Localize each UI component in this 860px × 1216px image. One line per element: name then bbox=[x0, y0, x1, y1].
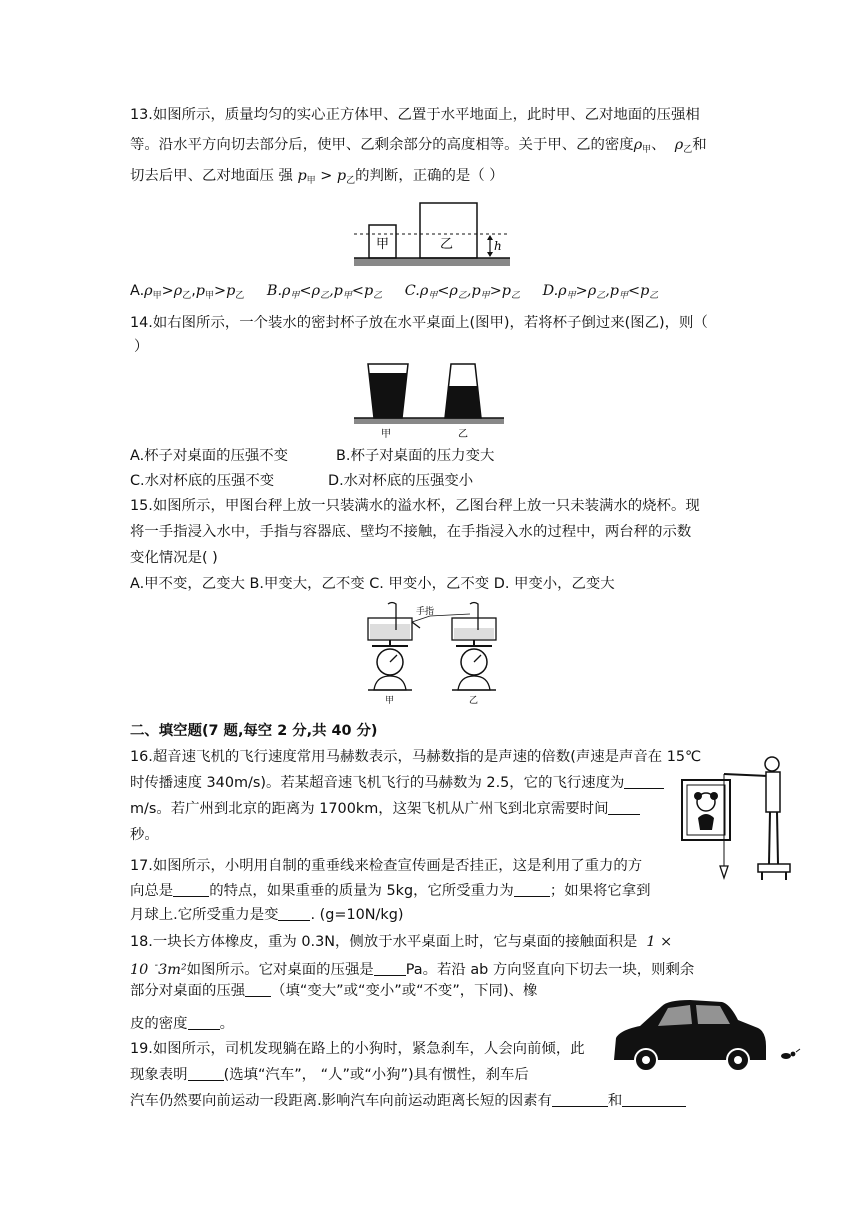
q18-line-3-tail: （填“变大”或“变小”或“不变”，下同)、橡 bbox=[271, 983, 538, 999]
lt-sign: < bbox=[628, 283, 641, 299]
q14-options-row-1 bbox=[130, 447, 494, 465]
q17-figure bbox=[676, 756, 798, 888]
water-upright bbox=[369, 373, 407, 418]
gt-sign: > bbox=[320, 168, 333, 184]
fig-label-finger: 手指 bbox=[416, 607, 435, 617]
q17-blank-direction[interactable] bbox=[173, 882, 209, 897]
q17-blank-gravity[interactable] bbox=[514, 882, 550, 897]
q14-options-row-2 bbox=[130, 472, 473, 490]
p-symbol: p bbox=[609, 283, 619, 299]
q19-blank-inertia[interactable] bbox=[188, 1066, 224, 1081]
p-symbol: p bbox=[226, 283, 236, 299]
water-inverted bbox=[445, 386, 481, 418]
ground-hatch bbox=[354, 258, 510, 266]
q18-blank-density[interactable] bbox=[188, 1015, 220, 1030]
p-symbol: p bbox=[640, 283, 650, 299]
q17-line-2-tail: ；如果将它拿到 bbox=[549, 883, 651, 899]
q18-line-4-text: 皮的密度 bbox=[130, 1016, 188, 1032]
q17-line-2-mid: 的特点，如果重垂的质量为 5kg，它所受重力为 bbox=[209, 883, 514, 899]
comma: , bbox=[466, 283, 472, 299]
q18-line-2: 10 -3m²如图所示。它对桌面的压强是 Pa。若沿 ab 方向竖直向下切去一块，则剩余 bbox=[130, 960, 695, 978]
q15-options[interactable]: A.甲不变，乙变大 B.甲变大，乙不变 C. 甲变小，乙不变 D. 甲变小，乙变大 bbox=[130, 576, 615, 592]
q18-line-3 bbox=[130, 982, 537, 1000]
q17-blank-moon[interactable] bbox=[278, 906, 310, 921]
subscript-jia: 甲 bbox=[619, 291, 629, 301]
fig-label-yi: 乙 bbox=[458, 429, 468, 440]
subscript-yi: 乙 bbox=[683, 145, 693, 155]
q13-line-3-text: 切去后甲、乙对地面压 强 bbox=[130, 168, 293, 184]
q18-blank-pressure[interactable] bbox=[374, 961, 406, 976]
q14-line-2: ） bbox=[134, 339, 149, 355]
lt-sign: < bbox=[437, 283, 450, 299]
subscript-yi: 乙 bbox=[346, 176, 356, 186]
q13-line-1: 13.如图所示，质量均匀的实心正方体甲、乙置于水平地面上，此时甲、乙对地面的压强相 bbox=[130, 107, 700, 123]
p-symbol: p bbox=[471, 283, 481, 299]
q19-blank-factor-2[interactable] bbox=[622, 1092, 686, 1107]
p-symbol: p bbox=[336, 168, 347, 184]
gt-sign: > bbox=[214, 283, 227, 299]
q16-line-2 bbox=[130, 774, 664, 792]
q13-conj: 和 bbox=[692, 137, 707, 153]
q19-line-2-text: 现象表明 bbox=[130, 1067, 188, 1083]
q16-line-1: 16.超音速飞机的飞行速度常用马赫数表示，马赫数指的是声速的倍数(声速是声音在 15℃ bbox=[130, 749, 702, 765]
subscript-jia: 甲 bbox=[152, 291, 162, 301]
subscript-jia: 甲 bbox=[306, 176, 316, 186]
lt-sign: < bbox=[351, 283, 364, 299]
q17-line-1: 17.如图所示，小明用自制的重垂线来检查宣传画是否挂正，这是利用了重力的方 bbox=[130, 858, 643, 874]
q13-line-2-text: 等。沿水平方向切去部分后，使甲、乙剩余部分的高度相等。关于甲、乙的密度 bbox=[130, 137, 634, 153]
q18-line-2-text: 如图所示。它对桌面的压强是 bbox=[186, 962, 374, 978]
q18-line-1-text: 18.一块长方体橡皮，重为 0.3N，侧放于水平桌面上时，它与桌面的接触面积是 bbox=[130, 934, 638, 950]
scale-yi bbox=[452, 603, 496, 705]
boy-arm bbox=[724, 774, 768, 776]
subscript-jia: 甲 bbox=[642, 145, 652, 155]
q14-option-b[interactable]: B.杯子对桌面的压力变大 bbox=[336, 448, 495, 464]
subscript-yi: 乙 bbox=[596, 291, 606, 301]
gt-sign: > bbox=[575, 283, 588, 299]
q19-line-2 bbox=[130, 1066, 529, 1084]
q14-line-1: 14.如右图所示，一个装水的密封杯子放在水平桌面上(图甲)，若将杯子倒过来(图乙)，则（ bbox=[130, 315, 708, 331]
q17-line-3-tail: . (g=10N/kg) bbox=[310, 907, 404, 923]
q15-figure bbox=[352, 600, 512, 704]
q18-line-1 bbox=[130, 933, 672, 951]
q13-line-2 bbox=[130, 136, 707, 159]
subscript-jia: 甲 bbox=[428, 291, 438, 301]
q13-enum-mark: 、 bbox=[651, 137, 666, 153]
q13-option-a[interactable] bbox=[130, 282, 244, 305]
q16-line-2-text: 时传播速度 340m/s)。若某超音速飞机飞行的马赫数为 2.5，它的飞行速度为 bbox=[130, 775, 625, 791]
q16-line-3 bbox=[130, 800, 640, 818]
q16-line-3-text: m/s。若广州到北京的距离为 1700km，这架飞机从广州飞到北京需要时间 bbox=[130, 801, 609, 817]
q18-line-4-tail: 。 bbox=[219, 1016, 234, 1032]
q15-line-1: 15.如图所示，甲图台秤上放一只装满水的溢水杯，乙图台秤上放一只未装满水的烧杯。现 bbox=[130, 498, 700, 514]
option-letter: D. bbox=[542, 283, 559, 299]
q13-figure bbox=[352, 198, 512, 270]
rho-symbol: ρ bbox=[419, 283, 429, 299]
gt-sign: > bbox=[489, 283, 502, 299]
q18-blank-remaining-pressure[interactable] bbox=[245, 982, 271, 997]
q19-blank-factor-1[interactable] bbox=[552, 1092, 608, 1107]
fig-label-jia: 甲 bbox=[376, 237, 390, 252]
fig-label-jia: 甲 bbox=[385, 696, 395, 704]
q16-blank-speed[interactable] bbox=[624, 774, 664, 789]
dog-icon bbox=[781, 1049, 800, 1059]
subscript-jia: 甲 bbox=[290, 291, 300, 301]
rho-symbol: ρ bbox=[633, 137, 643, 153]
q16-line-4: 秒。 bbox=[130, 827, 159, 843]
q17-line-3-text: 月球上.它所受重力是变 bbox=[130, 907, 279, 923]
subscript-jia: 甲 bbox=[566, 291, 576, 301]
q18-line-4 bbox=[130, 1015, 234, 1033]
subscript-yi: 乙 bbox=[235, 291, 245, 301]
q18-area-exponent: 3 bbox=[158, 962, 168, 978]
p-symbol: p bbox=[333, 283, 343, 299]
q13-line-3-tail: 的判断，正确的是（ ） bbox=[355, 168, 504, 184]
q18-area-base: 10 bbox=[130, 962, 149, 978]
fig-label-yi: 乙 bbox=[469, 696, 479, 704]
q19-figure bbox=[610, 996, 802, 1074]
lt-sign: < bbox=[299, 283, 312, 299]
q13-options bbox=[130, 282, 658, 305]
rho-symbol: ρ bbox=[282, 283, 291, 299]
q19-conj: 和 bbox=[607, 1093, 623, 1109]
q17-line-2 bbox=[130, 882, 651, 900]
subscript-yi: 乙 bbox=[182, 291, 192, 301]
fig-label-h: h bbox=[494, 239, 502, 253]
p-symbol: p bbox=[297, 168, 307, 184]
q19-line-2-tail: (选填“汽车”， “人”或“小狗”)具有惯性，刹车后 bbox=[223, 1067, 529, 1083]
rho-symbol: ρ bbox=[311, 283, 321, 299]
q13-option-b[interactable] bbox=[267, 282, 382, 305]
q18-area-coefficient: 1 × bbox=[646, 934, 673, 950]
q14-figure bbox=[350, 356, 508, 440]
subscript-jia: 甲 bbox=[205, 291, 215, 301]
fig-label-jia: 甲 bbox=[381, 429, 391, 440]
q19-line-1: 19.如图所示，司机发现躺在路上的小狗时，紧急刹车，人会向前倾，此 bbox=[130, 1041, 585, 1057]
subscript-yi: 乙 bbox=[373, 291, 383, 301]
rho-symbol: ρ bbox=[449, 283, 458, 299]
rho-symbol: ρ bbox=[173, 283, 183, 299]
q19-line-3-text: 汽车仍然要向前运动一段距离.影响汽车向前运动距离长短的因素有 bbox=[130, 1093, 552, 1109]
scale-jia bbox=[368, 603, 420, 705]
subscript-yi: 乙 bbox=[320, 291, 330, 301]
q13-line-3 bbox=[130, 167, 504, 190]
subscript-yi: 乙 bbox=[510, 291, 520, 301]
q18-line-2-tail: Pa。若沿 ab 方向竖直向下切去一块，则剩余 bbox=[405, 962, 695, 978]
q15-line-2: 将一手指浸入水中，手指与容器底、壁均不接触，在手指浸入水的过程中，两台秤的示数 bbox=[130, 524, 692, 540]
gt-sign: > bbox=[161, 283, 174, 299]
rho-symbol: ρ bbox=[674, 137, 684, 153]
q18-area-unit: m² bbox=[167, 962, 187, 978]
comma: , bbox=[329, 283, 334, 299]
rho-symbol: ρ bbox=[587, 283, 597, 299]
boy-head-icon bbox=[765, 757, 779, 771]
fig-label-yi: 乙 bbox=[440, 237, 454, 252]
plumb-bob-icon bbox=[720, 866, 728, 878]
section-2-title: 二、填空题(7 题,每空 2 分,共 40 分) bbox=[130, 723, 378, 739]
subscript-jia: 甲 bbox=[480, 291, 490, 301]
option-letter: B. bbox=[266, 283, 283, 299]
q17-line-3 bbox=[130, 906, 403, 924]
rho-symbol: ρ bbox=[144, 283, 153, 299]
p-symbol: p bbox=[195, 283, 205, 299]
pointer-line bbox=[430, 614, 470, 616]
comma: , bbox=[605, 283, 610, 299]
stool bbox=[758, 864, 790, 872]
q16-blank-time[interactable] bbox=[608, 800, 640, 815]
subscript-yi: 乙 bbox=[649, 291, 659, 301]
q14-option-a[interactable]: A.杯子对桌面的压强不变 bbox=[130, 448, 289, 464]
q14-option-c[interactable]: C.水对杯底的压强不变 bbox=[130, 473, 275, 489]
p-symbol: p bbox=[501, 283, 511, 299]
q13-option-c[interactable] bbox=[405, 282, 520, 305]
table-hatch bbox=[354, 418, 504, 424]
comma: , bbox=[191, 283, 196, 299]
q13-option-d[interactable] bbox=[543, 282, 659, 305]
p-symbol: p bbox=[363, 283, 374, 299]
subscript-yi: 乙 bbox=[457, 291, 467, 301]
q15-line-3: 变化情况是( ) bbox=[130, 550, 218, 566]
option-letter: C. bbox=[404, 283, 420, 299]
subscript-jia: 甲 bbox=[342, 291, 352, 301]
option-letter: A. bbox=[130, 283, 145, 299]
q19-line-3 bbox=[130, 1092, 686, 1110]
q18-line-3-text: 部分对桌面的压强 bbox=[130, 983, 246, 999]
rho-symbol: ρ bbox=[558, 283, 567, 299]
q17-line-2-text: 向总是 bbox=[130, 883, 174, 899]
q14-option-d[interactable]: D.水对杯底的压强变小 bbox=[328, 473, 474, 489]
